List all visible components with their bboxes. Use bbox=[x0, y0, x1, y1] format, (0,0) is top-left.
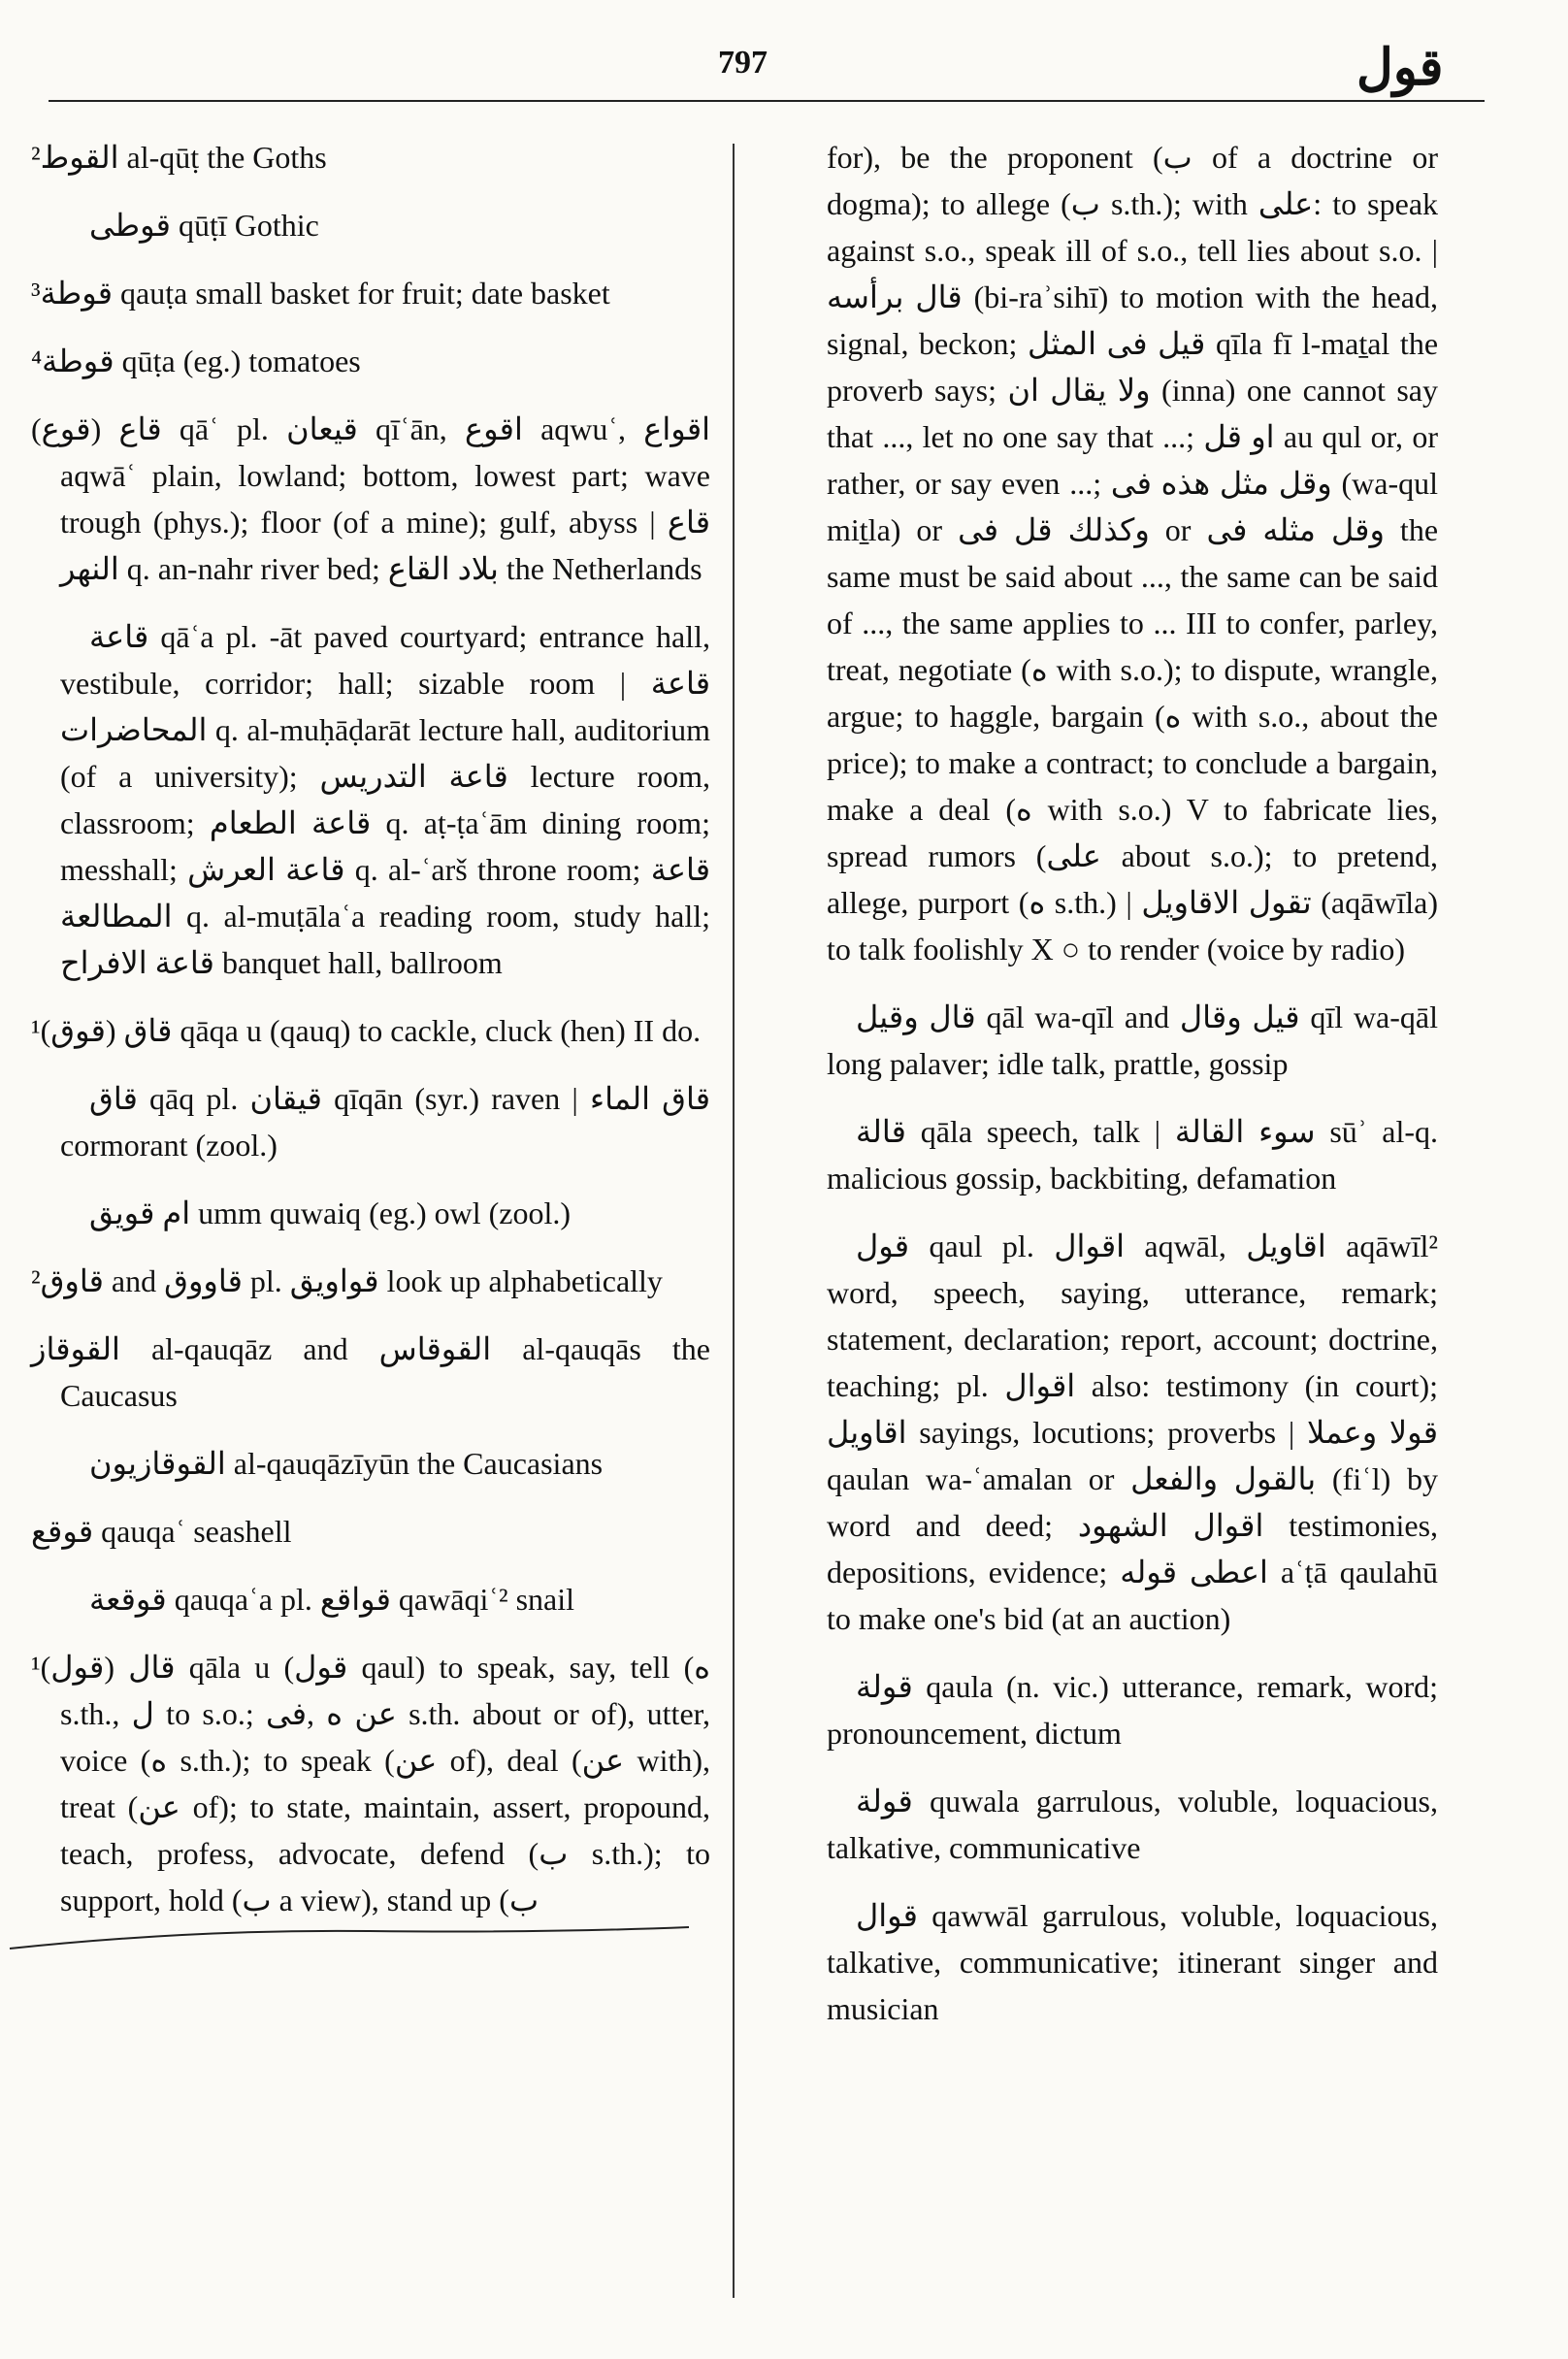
entry-qala-continued: for), be the proponent (ب of a doctrine or dogma); to allege (ب s.th.); with على: to speak against s.o., speak ill of s.o., tell lies about s.o. | قال برأسه (bi-raʾsihī) to motion with the head, signal, beckon; قيل فى المثل qīla fī l-maṯal the proverb says; ولا يقال ان (inna) one cannot say that ..., let no one say that ...; او قل au qul or, or rather, or say even ...; وقل مثل هذه فى (wa-qul miṯla) or وكذلك قل فى or وقل مثله فى the same must be said about ..., the same can be said of ..., the same applies to ... III to confer, parley, treat, negotiate (ه with s.o.); to dispute, wrangle, argue; to haggle, bargain (ه with s.o., about the price); to make a contract; to conclude a bargain, make a deal (ه with s.o.) V to fabricate lies, spread rumors (على about s.o.); to pretend, allege, purport (ه s.th.) | تقول الاقاويل (aqāwīla) to talk foolishly X ○ to render (voice by radio) bbox=[827, 140, 1439, 967]
entry-quta: ⁴قوطة qūṭa (eg.) tomatoes bbox=[31, 344, 361, 378]
entry-qa: (قوع) قاع qāʿ pl. قيعان qīʿān, اقوع aqwuʿ, اقواع aqwāʿ plain, lowland; bottom, lowest part; wave trough (phys.); floor (of a mine); gulf, abyss | قاع النهر q. an-nahr river bed; بلاد القاع the Netherlands bbox=[31, 411, 710, 586]
entry-qawwal: قوال qawwāl garrulous, voluble, loquacious, talkative, communicative; itinerant singer and musician bbox=[827, 1898, 1438, 2026]
entry-qala-speech: قالة qāla speech, talk | سوء القالة sūʾ al-q. malicious gossip, backbiting, defamation bbox=[827, 1114, 1439, 1196]
right-column bbox=[798, 134, 1438, 2053]
header-rule bbox=[49, 100, 1485, 102]
entry-qal-wa-qil: قال وقيل qāl wa-qīl and قيل وقال qīl wa-qāl long palaver; idle talk, prattle, gossip bbox=[827, 999, 1439, 1081]
entry-qala: ¹(قول) قال qāla u (قول qaul) to speak, say, tell (ه s.th., ل to s.o.; عن ه ,فى s.th. about or of), utter, voice (ه s.th.); to speak (عن of), deal (عن with), treat (عن of); to state, maintain, assert, propound, teach, profess, advocate, defend (ب s.th.); to support, hold (ب a view), stand up (ب bbox=[31, 1650, 711, 1917]
column-divider bbox=[733, 144, 735, 2298]
left-column bbox=[31, 134, 710, 1945]
entry-umm-quwaiq: ام قويق umm quwaiq (eg.) owl (zool.) bbox=[89, 1196, 572, 1230]
entry-qauqa: قوقع qauqaʿ seashell bbox=[31, 1514, 292, 1549]
entry-qawuq: ²قاوق and قاووق pl. قواويق look up alphabetically bbox=[31, 1263, 663, 1298]
entry-qaqa: ¹(قوق) قاق qāqa u (qauq) to cackle, cluck (hen) II do. bbox=[31, 1013, 702, 1048]
entry-quwala: قولة quwala garrulous, voluble, loquacious, talkative, communicative bbox=[827, 1784, 1438, 1865]
entry-al-qauqaziyun: القوقازيون al-qauqāzīyūn the Caucasians bbox=[89, 1446, 604, 1481]
entry-qauta: ³قوطة qauṭa small basket for fruit; date basket bbox=[31, 276, 610, 311]
entry-qaul: قول qaul pl. اقوال aqwāl, اقاويل aqāwīl² word, speech, saying, utterance, remark; statement, declaration; report, account; doctrine, teaching; pl. اقوال also: testimony (in court); اقاويل sayings, locutions; proverbs | قولا وعملا qaulan wa-ʿamalan or بالقول والفعل (fiʿl) by word and deed; اقوال الشهود testimonies, depositions, evidence; اعطى قوله aʿṭā qaulahū to make one's bid (at an auction) bbox=[827, 1229, 1439, 1636]
entry-al-qauqaz: القوقاز al-qauqāz and القوقاس al-qauqās the Caucasus bbox=[31, 1331, 711, 1413]
section-curve bbox=[0, 1919, 718, 1958]
entry-qaq: قاق qāq pl. قيقان qīqān (syr.) raven | قاق الماء cormorant (zool.) bbox=[60, 1081, 711, 1163]
entry-qaula: قولة qaula (n. vic.) utterance, remark, word; pronouncement, dictum bbox=[827, 1669, 1438, 1751]
entry-al-qut: ²القوط al-qūṭ the Goths bbox=[31, 140, 327, 175]
page-number: 797 bbox=[718, 45, 768, 81]
entry-qauqaa: قوقعة qauqaʿa pl. قواقع qawāqiʿ² snail bbox=[89, 1582, 575, 1617]
entry-quti: قوطى qūṭī Gothic bbox=[89, 208, 319, 243]
running-headword: قول bbox=[1356, 41, 1444, 96]
entry-qaa: قاعة qāʿa pl. -āt paved courtyard; entrance hall, vestibule, corridor; hall; sizable room | قاعة المحاضرات q. al-muḥāḍarāt lecture hall, auditorium (of a university); قاعة التدريس lecture room, classroom; قاعة الطعام q. aṭ-ṭaʿām dining room; messhall; قاعة العرش q. al-ʿarš throne room; قاعة المطالعة q. al-muṭālaʿa reading room, study hall; قاعة الافراح banquet hall, ballroom bbox=[60, 619, 711, 980]
